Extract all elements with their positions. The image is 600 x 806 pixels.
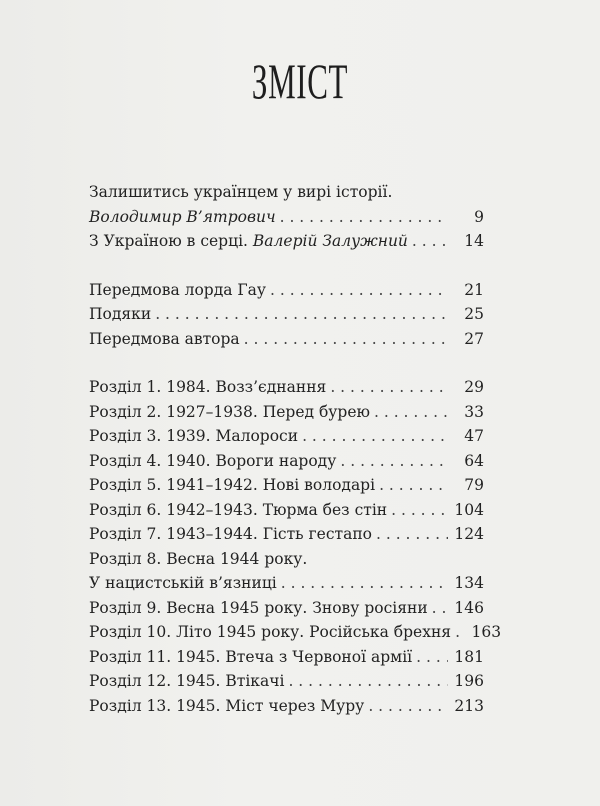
toc-entry-page-number: 124	[454, 525, 484, 543]
toc-entry-title: Передмова лорда Гау	[89, 280, 267, 299]
dot-leader	[280, 205, 448, 229]
dot-leader	[432, 596, 448, 620]
toc-entry-page-number: 27	[464, 329, 484, 348]
toc-entry-title	[89, 205, 280, 229]
toc-group-introductions	[89, 180, 484, 254]
toc-entry-heading-line: Залишитись українцем у вирі історії.	[89, 183, 393, 201]
toc-entry-page-number: 213	[454, 696, 484, 715]
toc-entry[interactable]	[89, 669, 484, 694]
toc-entry-title	[89, 229, 412, 253]
dot-leader	[330, 375, 448, 399]
toc-entry-page-number: 21	[464, 280, 484, 299]
toc-entry-page-number: 163	[471, 623, 502, 641]
toc-entry-page-number: 9	[474, 207, 484, 226]
toc-entry-title: Розділ 6. 1942–1943. Тюрма без стін	[89, 500, 388, 519]
toc-entry[interactable]	[89, 327, 484, 352]
toc-entry-page-number: 25	[464, 305, 484, 323]
toc-entry[interactable]	[89, 449, 484, 474]
dot-leader	[374, 400, 448, 424]
toc-entry[interactable]	[89, 694, 484, 719]
dot-leader	[288, 669, 448, 693]
toc-entry-title: Розділ 11. 1945. Втеча з Червоної армії	[89, 647, 413, 666]
dot-leader	[270, 278, 448, 302]
dot-leader	[376, 522, 448, 546]
dot-leader	[155, 302, 448, 326]
dot-leader	[412, 229, 448, 253]
toc-entry-title: Розділ 3. 1939. Малороси	[89, 427, 299, 445]
toc-entry-page-number: 196	[454, 672, 484, 690]
dot-leader	[391, 498, 448, 522]
toc-entry-title: У нацистській в’язниці	[89, 574, 277, 592]
toc-entry[interactable]	[89, 498, 484, 523]
toc-entry[interactable]	[89, 302, 484, 327]
toc-entry-page-number: 146	[454, 598, 484, 617]
toc-entry-page-number: 104	[454, 500, 484, 519]
toc-entry-title: Подяки	[89, 305, 152, 323]
toc-entry-title: Передмова автора	[89, 329, 240, 348]
dot-leader	[416, 645, 448, 669]
toc-group-front-matter	[89, 278, 484, 352]
toc-entry-title: Розділ 10. Літо 1945 року. Російська брехня	[89, 623, 452, 641]
dot-leader	[340, 449, 448, 473]
toc-entry-page-number: 47	[464, 427, 484, 445]
toc-entry-title: Розділ 9. Весна 1945 року. Знову росіяни	[89, 598, 428, 617]
toc-entry-page-number: 64	[464, 451, 484, 470]
toc-entry-author: Валерій Залужний	[252, 232, 408, 250]
toc-entry[interactable]	[89, 645, 484, 670]
toc-entry-page-number: 29	[464, 378, 484, 396]
toc-entry-title: Розділ 4. 1940. Вороги народу	[89, 451, 337, 470]
toc-entry-title-text: З Україною в серці.	[89, 232, 253, 250]
toc-entry-page-number: 181	[454, 647, 484, 666]
toc-group-chapters	[89, 375, 502, 718]
dot-leader	[302, 424, 448, 448]
dot-leader	[368, 694, 448, 718]
toc-entry-title: Розділ 5. 1941–1942. Нові володарі	[89, 476, 376, 494]
toc-entry[interactable]	[89, 620, 502, 645]
dot-leader	[281, 571, 448, 595]
toc-entry-title: Розділ 13. 1945. Міст через Муру	[89, 696, 365, 715]
table-of-contents	[89, 180, 502, 718]
dot-leader	[455, 620, 465, 644]
toc-entry-page-number: 134	[454, 574, 484, 592]
toc-entry[interactable]	[89, 205, 484, 230]
toc-entry[interactable]	[89, 571, 484, 596]
page-title: ЗМІСТ	[251, 53, 349, 109]
toc-entry[interactable]	[89, 424, 484, 449]
toc-entry-page-number: 14	[464, 232, 484, 250]
toc-entry-author: Володимир В’ятрович	[89, 207, 276, 226]
dot-leader	[244, 327, 448, 351]
toc-entry[interactable]	[89, 278, 484, 303]
toc-entry[interactable]	[89, 375, 484, 400]
toc-entry-page-number: 79	[464, 476, 484, 494]
toc-entry[interactable]	[89, 400, 484, 425]
toc-entry[interactable]	[89, 596, 484, 621]
toc-entry-title: Розділ 2. 1927–1938. Перед бурею	[89, 402, 370, 421]
toc-entry-title: Розділ 12. 1945. Втікачі	[89, 672, 285, 690]
dot-leader	[379, 473, 448, 497]
toc-entry[interactable]	[89, 229, 484, 254]
toc-entry-page-number: 33	[464, 402, 484, 421]
toc-entry-title: Розділ 1. 1984. Возз’єднання	[89, 378, 327, 396]
toc-entry[interactable]	[89, 522, 484, 547]
toc-entry[interactable]	[89, 473, 484, 498]
toc-entry-title: Розділ 7. 1943–1944. Гість гестапо	[89, 525, 372, 543]
toc-entry-heading-line: Розділ 8. Весна 1944 року.	[89, 549, 308, 568]
